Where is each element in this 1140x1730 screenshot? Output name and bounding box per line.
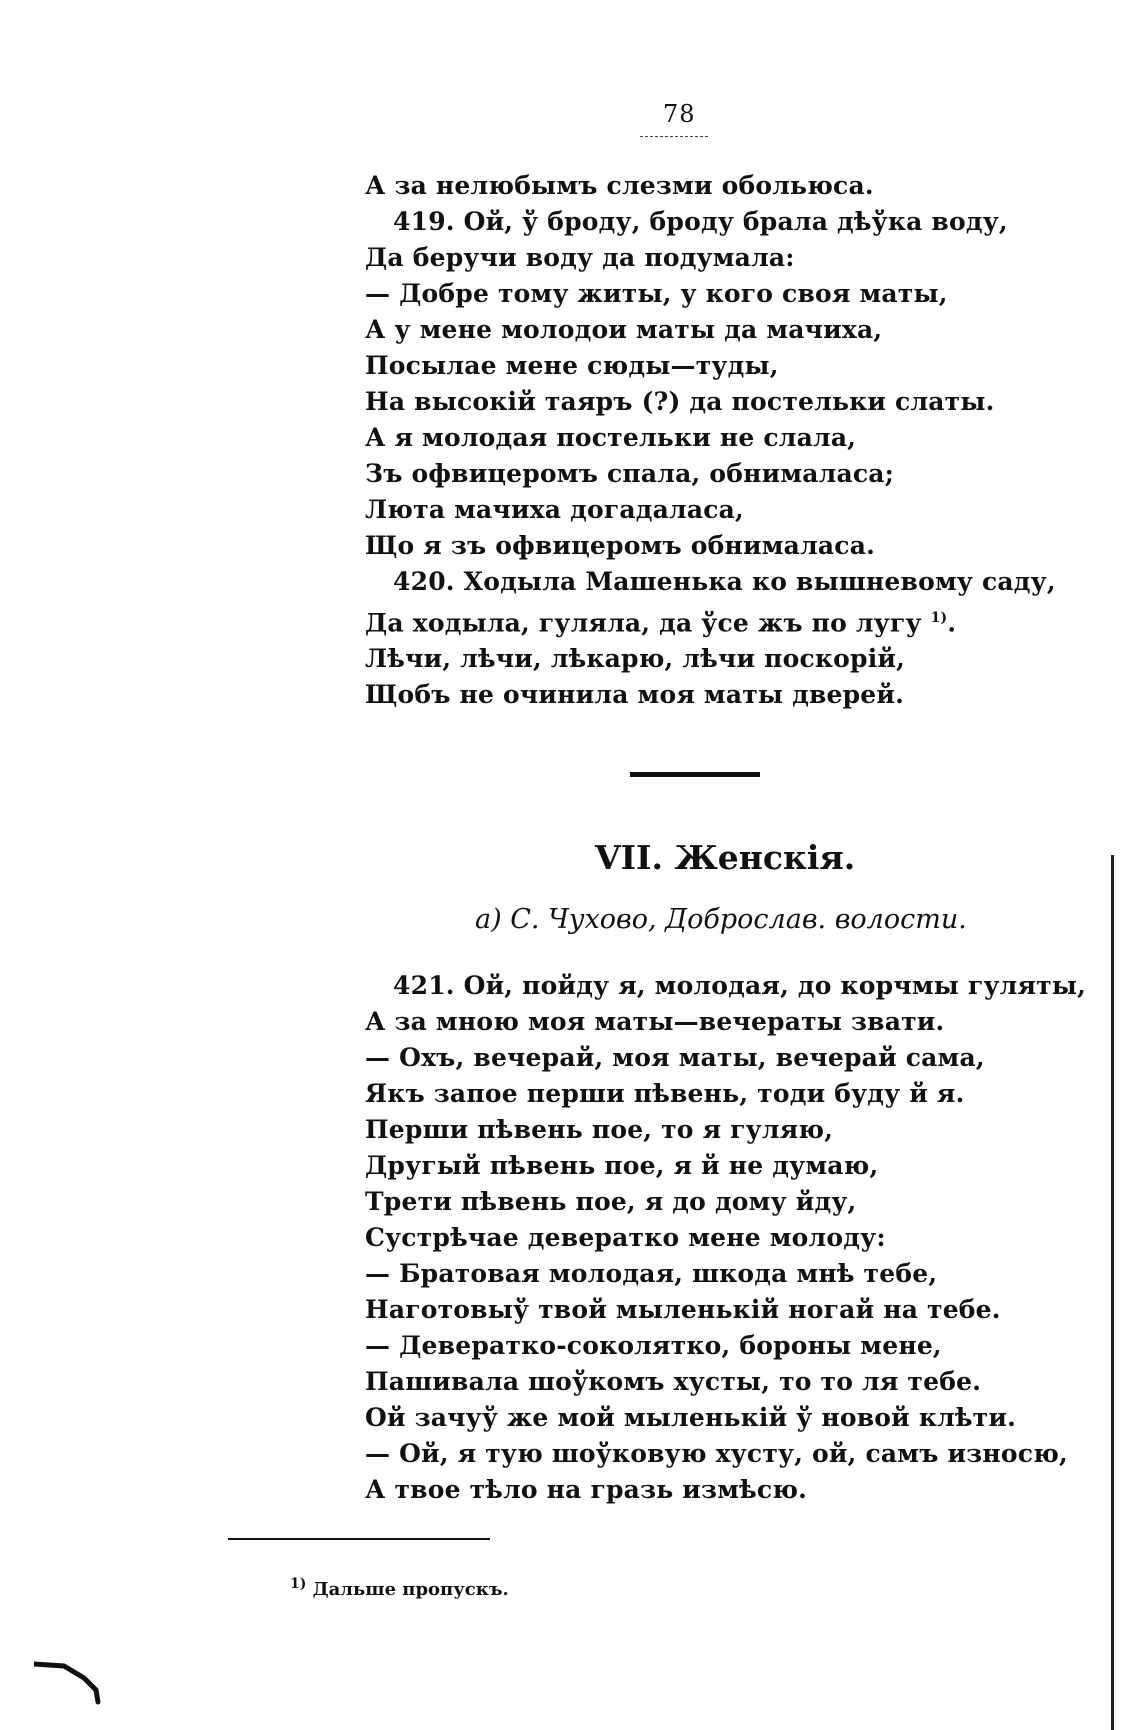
footnote bbox=[290, 1576, 509, 1600]
verse-line: 421. Ой, пойду я, молодая, до корчмы гуляты, bbox=[393, 971, 1087, 1000]
verse-line: Наготовыў твой мыленькій ногай на тебе. bbox=[365, 1295, 1001, 1324]
scan-mark-bottom-left bbox=[34, 1656, 104, 1710]
verse-line: Якъ запое перши пѣвень, тоди буду й я. bbox=[365, 1079, 965, 1108]
verse-line: Лѣчи, лѣчи, лѣкарю, лѣчи поскорій, bbox=[365, 644, 906, 674]
verse-block-2 bbox=[365, 968, 1086, 1508]
footnote-reference: 1) bbox=[930, 610, 948, 626]
verse-line: А за нелюбымъ слезми обольюса. bbox=[365, 171, 874, 200]
page-number: 78 bbox=[663, 100, 696, 128]
verse-line: Ой зачуў же мой мыленькій ў новой клѣти. bbox=[365, 1403, 1017, 1432]
verse-block-1 bbox=[365, 168, 1056, 713]
section-divider bbox=[630, 772, 760, 777]
verse-text: Да ходыла, гуляла, да ўсе жъ по лугу bbox=[365, 608, 931, 638]
footnote-text: Дальше пропускъ. bbox=[306, 1579, 509, 1600]
scan-margin-line bbox=[1111, 855, 1114, 1730]
verse-punctuation: . bbox=[947, 608, 957, 638]
verse-line: Люта мачиха догадаласа, bbox=[365, 495, 744, 524]
verse-line: — Ой, я тую шоўковую хусту, ой, самъ износю, bbox=[365, 1439, 1068, 1468]
verse-line: Перши пѣвень пое, то я гуляю, bbox=[365, 1115, 834, 1144]
verse-line: На высокій таяръ (?) да постельки слаты. bbox=[365, 387, 995, 416]
verse-line: Пашивала шоўкомъ хусты, то то ля тебе. bbox=[365, 1367, 982, 1396]
verse-line: Посылае мене сюды—туды, bbox=[365, 351, 779, 380]
verse-line: — Охъ, вечерай, моя маты, вечерай сама, bbox=[365, 1043, 985, 1072]
verse-line: — Добре тому житы, у кого своя маты, bbox=[365, 279, 948, 308]
verse-line: Да беручи воду да подумала: bbox=[365, 243, 795, 272]
verse-line: — Братовая молодая, шкода мнѣ тебе, bbox=[365, 1259, 938, 1288]
section-subtitle: а) С. Чухово, Доброслав. волости. bbox=[475, 904, 967, 935]
verse-line: 419. Ой, ў броду, броду брала дѣўка воду, bbox=[393, 207, 1008, 236]
verse-line: Щобъ не очинила моя маты дверей. bbox=[365, 680, 905, 710]
verse-line: Зъ офвицеромъ спала, обнималаса; bbox=[365, 459, 895, 488]
verse-line: Що я зъ офвицеромъ обнималаса. bbox=[365, 531, 876, 560]
verse-line: А за мною моя маты—вечераты звати. bbox=[365, 1007, 945, 1036]
verse-line: Сустрѣчае девератко мене молоду: bbox=[365, 1223, 886, 1252]
verse-line: — Девератко-соколятко, бороны мене, bbox=[365, 1331, 942, 1360]
section-title: VII. Женскія. bbox=[595, 838, 856, 877]
verse-line: А твое тѣло на гразь измѣсю. bbox=[365, 1475, 808, 1504]
verse-line-with-footnote bbox=[365, 600, 1056, 641]
page-number-rule bbox=[640, 136, 708, 137]
verse-line: Другый пѣвень пое, я й не думаю, bbox=[365, 1151, 879, 1180]
verse-line: А я молодая постельки не слала, bbox=[365, 423, 857, 452]
footnote-rule bbox=[228, 1538, 490, 1540]
verse-line: 420. Ходыла Машенька ко вышневому саду, bbox=[393, 567, 1056, 596]
footnote-marker: 1) bbox=[290, 1576, 307, 1592]
verse-line: Трети пѣвень пое, я до дому йду, bbox=[365, 1187, 857, 1216]
verse-line: А у мене молодои маты да мачиха, bbox=[365, 315, 883, 344]
